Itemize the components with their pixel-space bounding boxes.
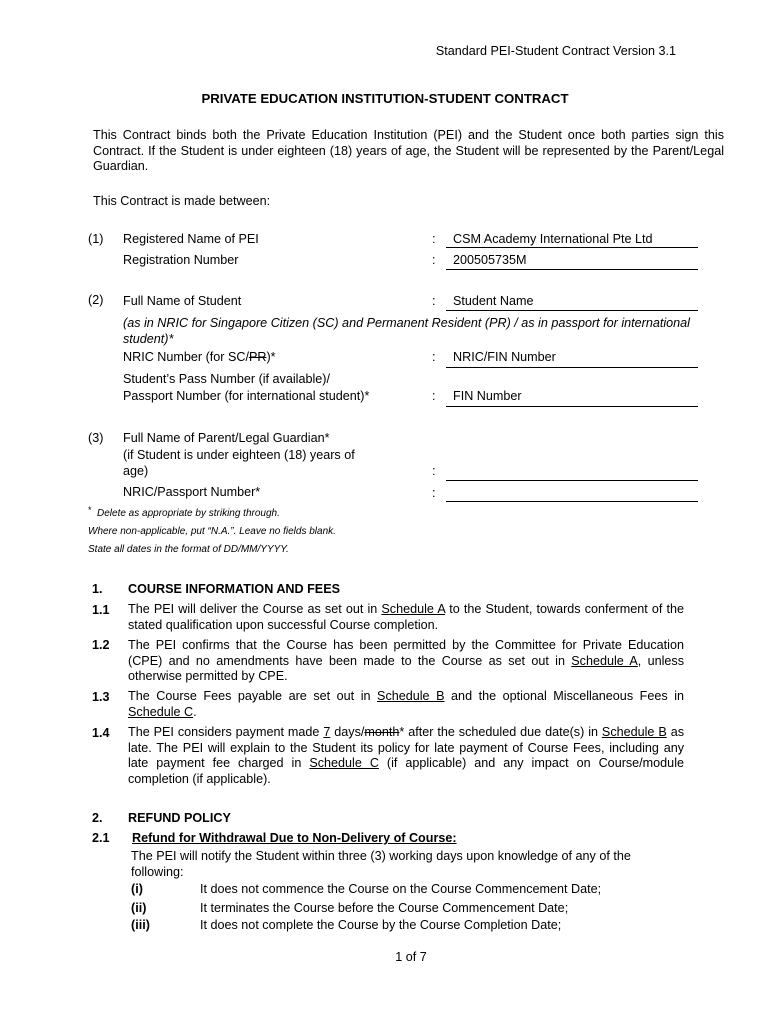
nric-field[interactable]: NRIC/FIN Number <box>453 350 556 364</box>
page-title: PRIVATE EDUCATION INSTITUTION-STUDENT CONTRACT <box>201 91 569 106</box>
note-not-applicable: Where non-applicable, put “N.A.”. Leave no fields blank. <box>88 526 336 537</box>
colon: : <box>432 232 436 246</box>
made-between-text: This Contract is made between: <box>93 194 271 208</box>
pass-number-underline <box>446 406 698 407</box>
list-item-text: It does not complete the Course by the Course Completion Date; <box>200 918 562 932</box>
pass-label-line2: Passport Number (for international student)* <box>123 389 370 403</box>
clause-1-3-number: 1.3 <box>92 690 110 704</box>
list-item-number: (i) <box>131 882 143 896</box>
pei-name-field[interactable]: CSM Academy International Pte Ltd <box>453 232 653 246</box>
guardian-nric-field[interactable] <box>446 501 698 502</box>
colon: : <box>432 464 436 478</box>
colon: : <box>432 350 436 364</box>
pei-name-label: Registered Name of PEI <box>123 232 259 246</box>
section1-title: COURSE INFORMATION AND FEES <box>128 582 340 596</box>
clause-1-1-number: 1.1 <box>92 603 110 617</box>
version-header: Standard PEI-Student Contract Version 3.1 <box>435 44 676 58</box>
student-name-label: Full Name of Student <box>123 294 242 308</box>
colon: : <box>432 389 436 403</box>
list-item-text: It terminates the Course before the Course Commencement Date; <box>200 901 569 915</box>
party1-number: (1) <box>88 232 104 246</box>
guardian-nric-label: NRIC/Passport Number* <box>123 485 261 499</box>
pei-name-underline <box>446 247 698 248</box>
clause-2-1-heading: Refund for Withdrawal Due to Non-Delivery of Course: <box>132 831 457 845</box>
colon: : <box>432 253 436 267</box>
clause-1-1-text: The PEI will deliver the Course as set out in Schedule A to the Student, towards conferment of the stated qualification upon successful Course completion. <box>128 602 684 632</box>
nric-label: NRIC Number (for SC/PR)* <box>123 350 276 364</box>
registration-number-label: Registration Number <box>123 253 239 267</box>
clause-2-1-number: 2.1 <box>92 831 110 845</box>
page-number: 1 of 7 <box>395 950 427 964</box>
clause-1-2-number: 1.2 <box>92 638 110 652</box>
guardian-label-line1: Full Name of Parent/Legal Guardian* <box>123 431 330 445</box>
clause-1-3-text: The Course Fees payable are set out in Schedule B and the optional Miscellaneous Fees in Schedule C. <box>128 689 684 719</box>
section2-number: 2. <box>92 811 103 825</box>
guardian-label-line3: age) <box>123 464 149 478</box>
note-asterisk: * <box>88 505 92 515</box>
student-name-field[interactable]: Student Name <box>453 294 534 308</box>
section1-number: 1. <box>92 582 103 596</box>
student-name-underline <box>446 310 698 311</box>
party2-number: (2) <box>88 293 104 307</box>
guardian-label-line2: (if Student is under eighteen (18) years of <box>123 448 355 462</box>
intro-paragraph: This Contract binds both the Private Education Institution (PEI) and the Student once both parties sign this Contract. If the Student is under eighteen (18) years of age, the Student will be represented by the Parent/Legal Guardian. <box>93 128 724 173</box>
clause-2-1-text: The PEI will notify the Student within three (3) working days upon knowledge of any of the following: <box>131 849 631 879</box>
list-item-text: It does not commence the Course on the Course Commencement Date; <box>200 882 602 896</box>
note-strike-through: Delete as appropriate by striking through. <box>97 508 280 519</box>
pass-label-line1: Student’s Pass Number (if available)/ <box>123 372 330 386</box>
student-name-note: (as in NRIC for Singapore Citizen (SC) and Permanent Resident (PR) / as in passport for international student)* <box>123 316 690 346</box>
clause-1-4-text: The PEI considers payment made 7 days/month* after the scheduled due date(s) in Schedule B as late. The PEI will explain to the Student its policy for late payment of Course Fees, including any late payment fee charged in Schedule C (if applicable) and any impact on Course/module completion (if applicable). <box>128 725 684 786</box>
clause-1-4-number: 1.4 <box>92 726 110 740</box>
party3-number: (3) <box>88 431 104 445</box>
guardian-name-field[interactable] <box>446 480 698 481</box>
colon: : <box>432 486 436 500</box>
section2-title: REFUND POLICY <box>128 811 231 825</box>
note-date-format: State all dates in the format of DD/MM/YYYY. <box>88 544 289 555</box>
list-item-number: (iii) <box>131 918 150 932</box>
registration-number-underline <box>446 269 698 270</box>
clause-1-2-text: The PEI confirms that the Course has been permitted by the Committee for Private Education (CPE) and no amendments have been made to the Course as set out in Schedule A, unless otherwise permitted by CPE. <box>128 638 685 683</box>
list-item-number: (ii) <box>131 901 147 915</box>
registration-number-field[interactable]: 200505735M <box>453 253 527 267</box>
colon: : <box>432 294 436 308</box>
pass-number-field[interactable]: FIN Number <box>453 389 522 403</box>
nric-underline <box>446 367 698 368</box>
